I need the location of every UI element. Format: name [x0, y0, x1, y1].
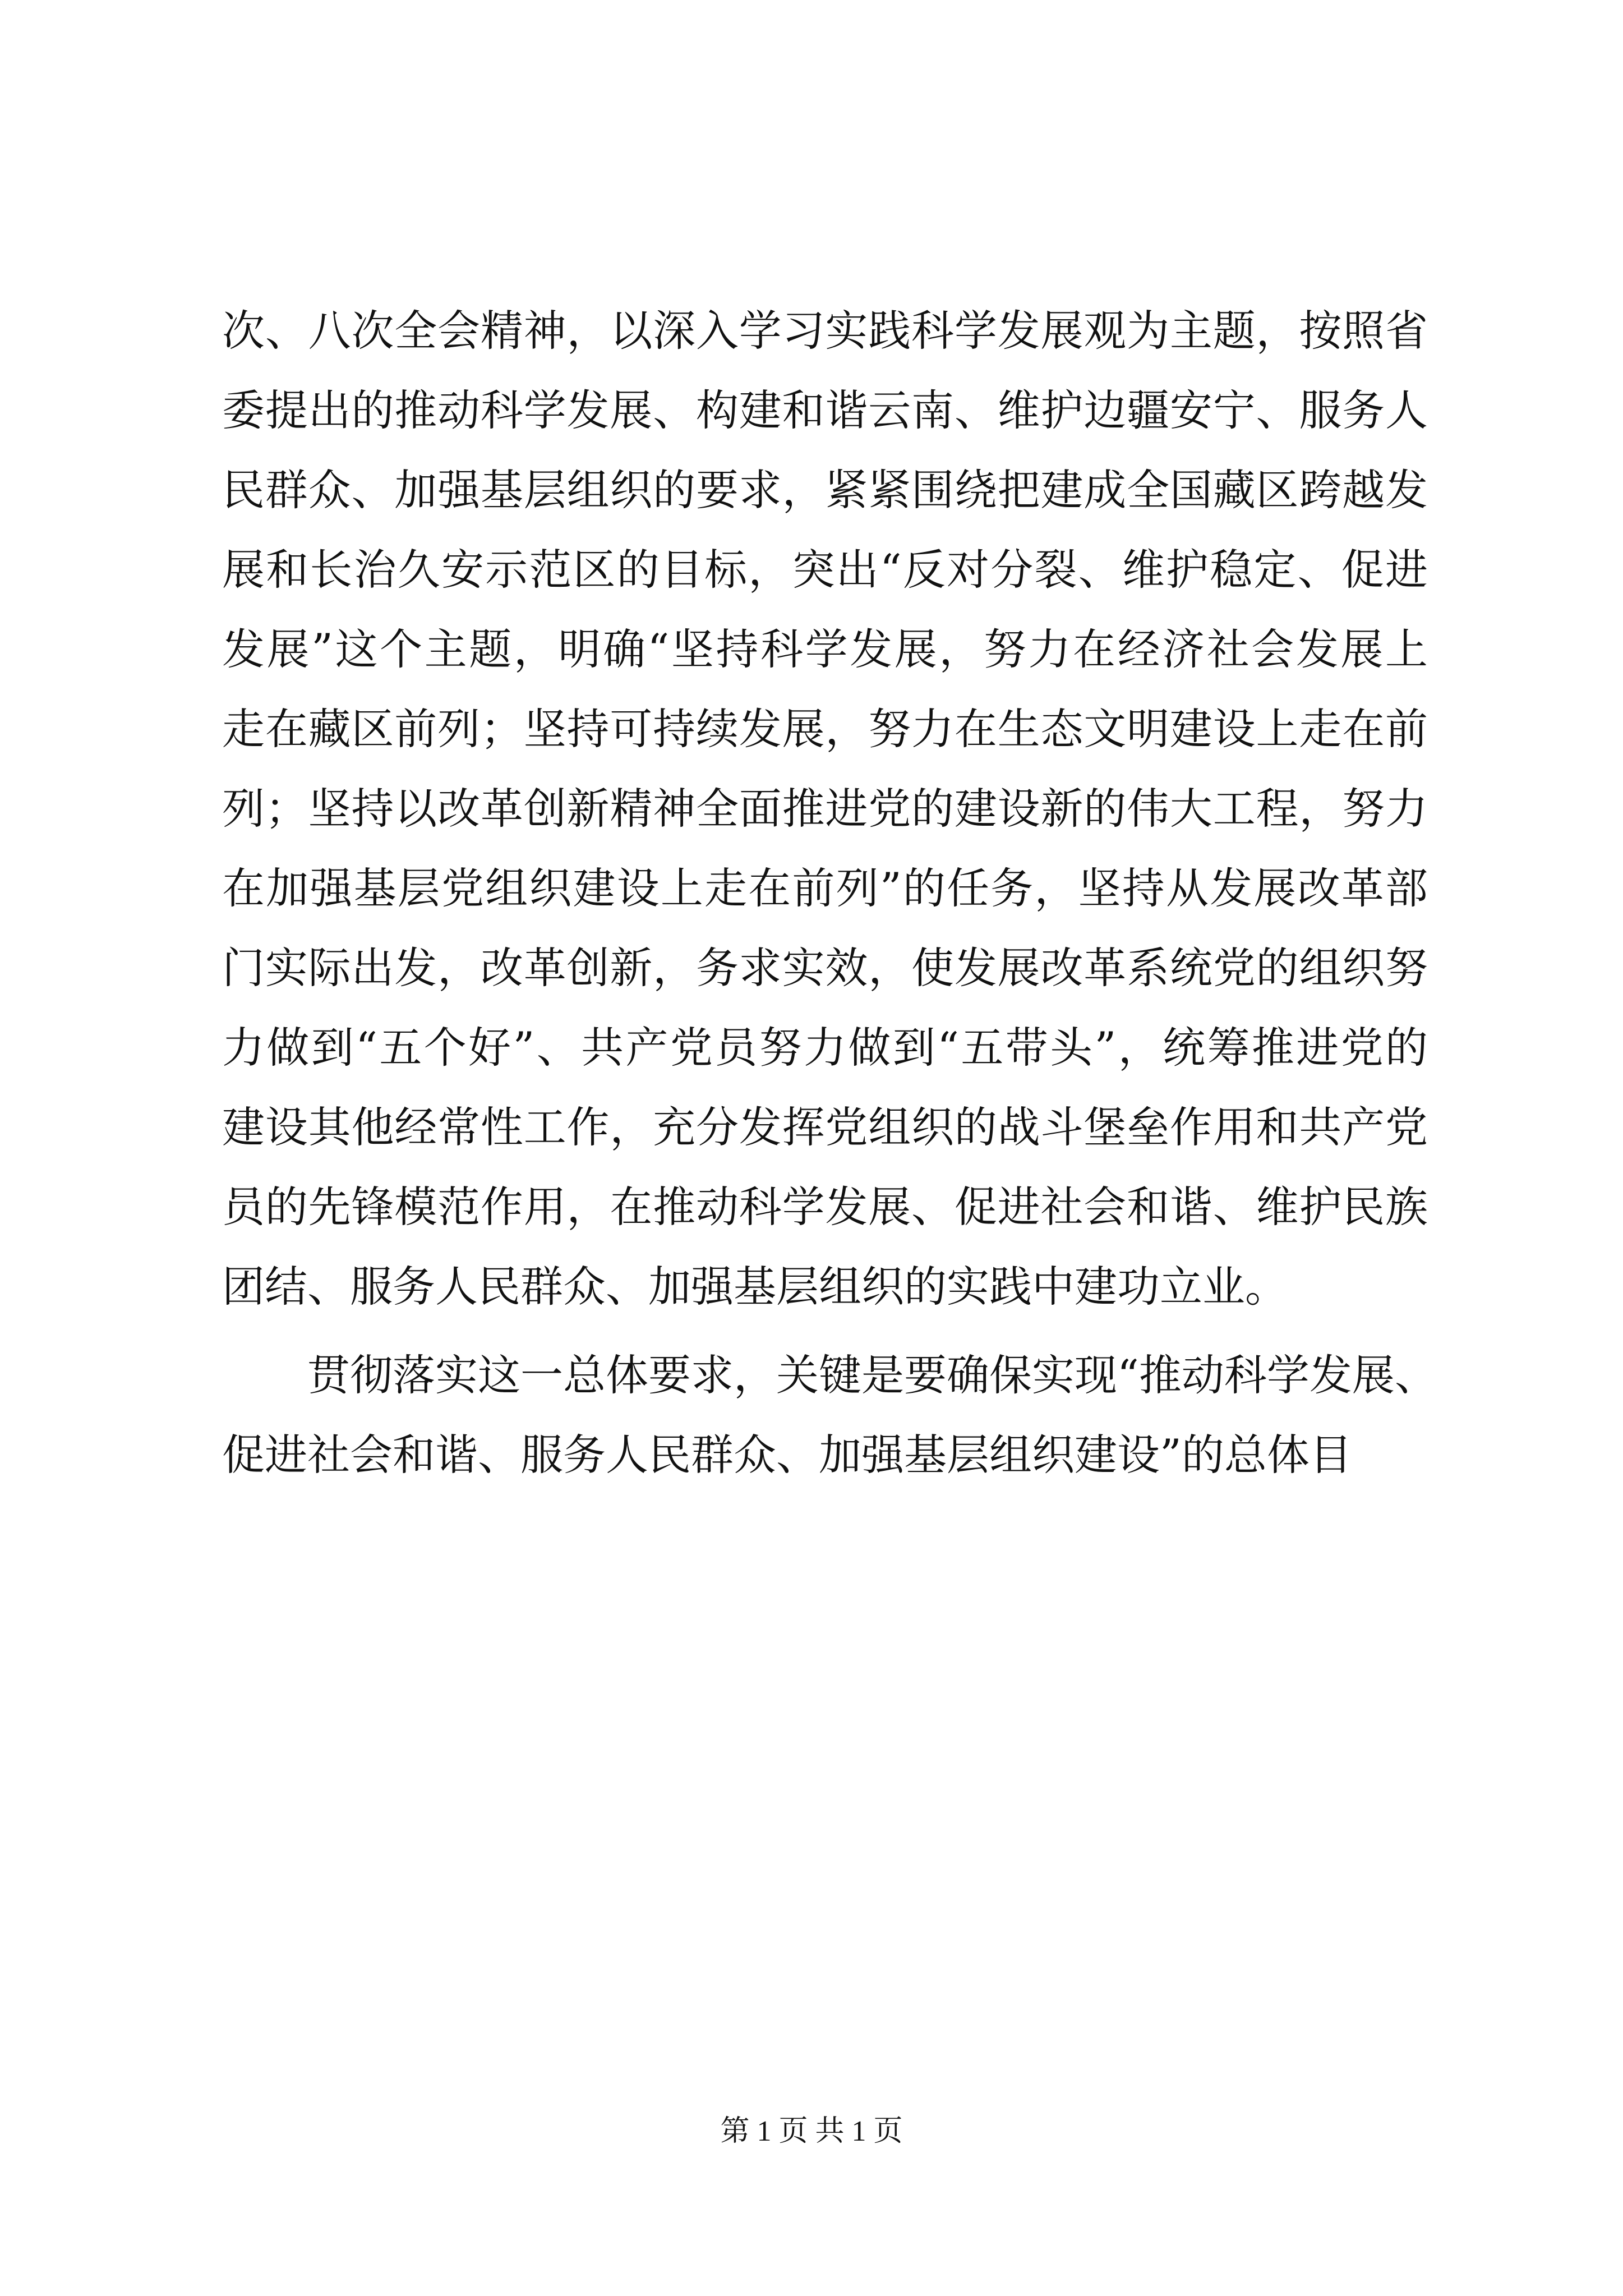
- paragraph-line: 发展”这个主题，明确“坚持科学发展，努力在经济社会发展上: [222, 624, 1428, 674]
- paragraph-2: [222, 1336, 1437, 1495]
- paragraph-line: 在加强基层党组织建设上走在前列”的任务，坚持从发展改革部: [222, 863, 1428, 913]
- paragraph-line: 建设其他经常性工作，充分发挥党组织的战斗堡垒作用和共产党: [222, 1102, 1428, 1152]
- paragraph-line: 贯彻落实这一总体要求，关键是要确保实现“推动科学发展、: [307, 1350, 1437, 1400]
- paragraph-line: 走在藏区前列；坚持可持续发展，努力在生态文明建设上走在前: [222, 704, 1428, 754]
- paragraph-line: 展和长治久安示范区的目标，突出“反对分裂、维护稳定、促进: [222, 545, 1428, 595]
- paragraph-line: 委提出的推动科学发展、构建和谐云南、维护边疆安宁、服务人: [222, 385, 1428, 435]
- document-body: [222, 291, 1437, 1495]
- paragraph-line: 民群众、加强基层组织的要求，紧紧围绕把建成全国藏区跨越发: [222, 465, 1428, 515]
- paragraph-1: [222, 291, 1428, 1327]
- paragraph-line: 促进社会和谐、服务人民群众、加强基层组织建设”的总体目: [222, 1430, 1352, 1480]
- paragraph-line: 力做到“五个好”、共产党员努力做到“五带头”，统筹推进党的: [222, 1023, 1428, 1073]
- paragraph-spacer: [222, 1327, 1428, 1336]
- page-number-footer: 第 1 页 共 1 页: [720, 2115, 903, 2147]
- paragraph-line: 次、八次全会精神，以深入学习实践科学发展观为主题，按照省: [222, 306, 1428, 356]
- paragraph-line: 列；坚持以改革创新精神全面推进党的建设新的伟大工程，努力: [222, 784, 1428, 834]
- paragraph-line: 员的先锋模范作用，在推动科学发展、促进社会和谐、维护民族: [222, 1182, 1428, 1232]
- paragraph-line: 门实际出发，改革创新，务求实效，使发展改革系统党的组织努: [222, 943, 1428, 993]
- paragraph-line: 团结、服务人民群众、加强基层组织的实践中建功立业。: [222, 1262, 1288, 1312]
